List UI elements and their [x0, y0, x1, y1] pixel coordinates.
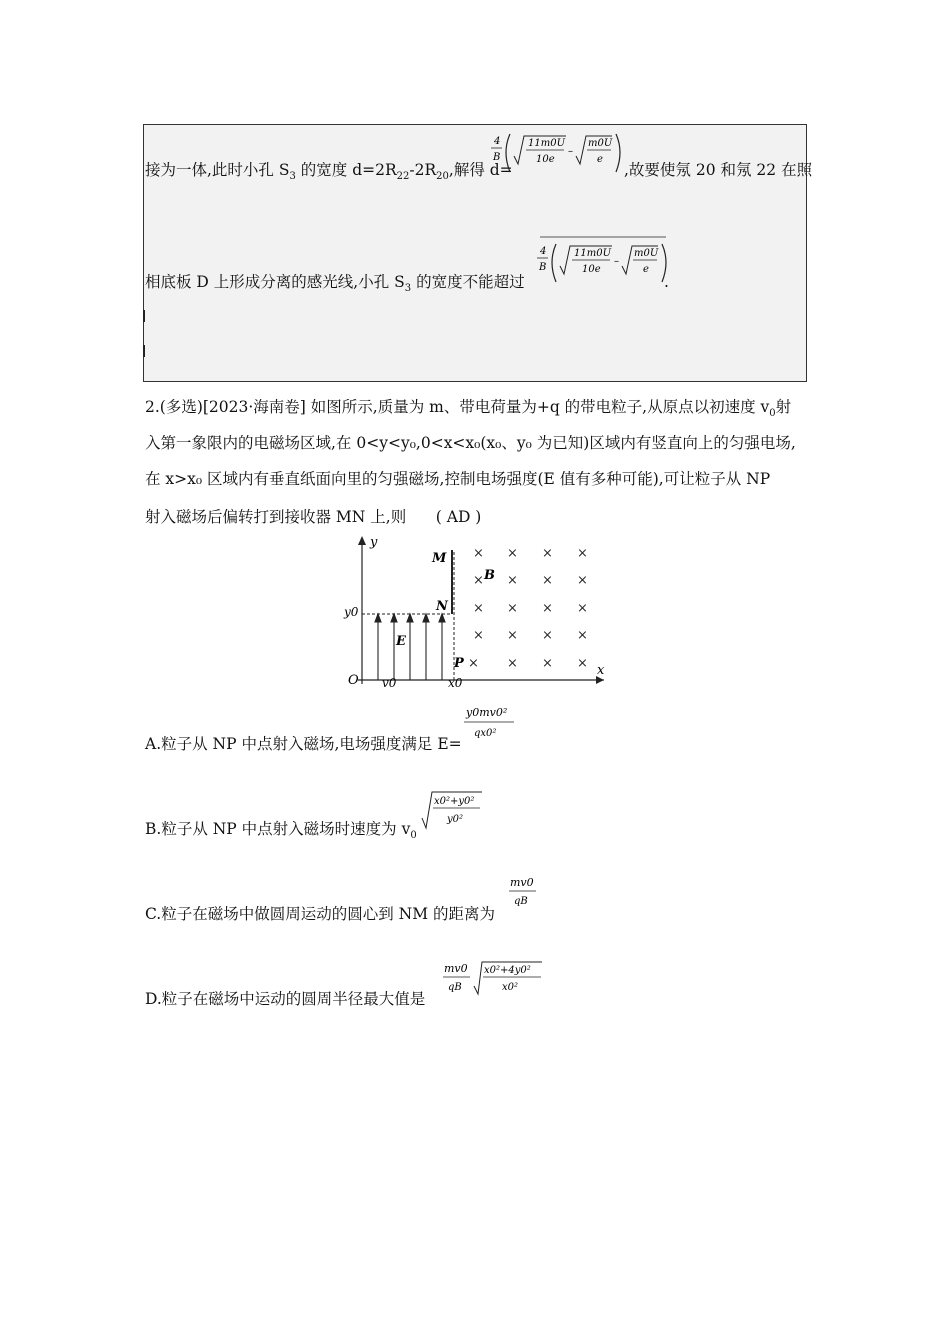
v0-label: v0: [382, 676, 397, 690]
box-edge-mark: [143, 345, 145, 357]
B-label: B: [484, 568, 495, 583]
option-b-num: x0²+y0²: [434, 796, 475, 807]
field-cross: ×: [473, 573, 484, 588]
answer: ( AD ): [435, 508, 482, 526]
option-d-formula: [442, 958, 552, 1002]
formula2-root2-num: m0U: [634, 248, 659, 259]
field-cross: ×: [542, 628, 553, 643]
option-d-den1: qB: [448, 982, 462, 993]
option-d: D.粒子在磁场中运动的圆周半径最大值是: [145, 990, 426, 1008]
formula-fraction-den: B: [493, 152, 501, 163]
question-line-3: 在 x>x₀ 区域内有垂直纸面向里的匀强磁场,控制电场强度(E 值有多种可能),可让粒子从 NP: [145, 470, 771, 488]
field-cross: ×: [577, 546, 588, 561]
field-cross: ×: [473, 601, 484, 616]
field-cross: ×: [507, 601, 518, 616]
field-cross: ×: [577, 601, 588, 616]
field-diagram: [340, 532, 612, 690]
field-cross: ×: [468, 656, 479, 671]
x0-label: x0: [448, 676, 463, 690]
field-cross: ×: [507, 546, 518, 561]
field-cross: ×: [473, 628, 484, 643]
field-cross: ×: [542, 656, 553, 671]
magnetic-field-crosses: [468, 546, 588, 671]
question-line-2: 入第一象限内的电磁场区域,在 0<y<y₀,0<x<x₀(x₀、y₀ 为已知)区域内有竖直向上的匀强电场,: [145, 434, 796, 452]
option-c-num: mv0: [510, 876, 534, 889]
option-c: C.粒子在磁场中做圆周运动的圆心到 NM 的距离为: [145, 905, 496, 923]
formula-fraction-num: 4: [494, 136, 501, 147]
field-cross: ×: [473, 546, 484, 561]
formula-root1-num: 11m0U: [528, 138, 565, 149]
field-cross: ×: [577, 628, 588, 643]
question-line-4: 射入磁场后偏转打到接收器 MN 上,则 ( AD ): [145, 508, 482, 526]
formula2-root2-den: e: [643, 264, 649, 275]
option-b: B.粒子从 NP 中点射入磁场时速度为 $v_0$: [145, 820, 417, 842]
formula-width-2: [534, 234, 674, 290]
option-a: A.粒子从 NP 中点射入磁场,电场强度满足 E=: [145, 735, 462, 753]
option-c-formula: [508, 872, 540, 912]
field-cross: ×: [507, 628, 518, 643]
formula-root2-num: m0U: [588, 138, 613, 149]
option-b-formula: [420, 788, 486, 834]
field-cross: ×: [577, 573, 588, 588]
field-cross: ×: [542, 546, 553, 561]
formula-root1-den: 10e: [536, 154, 555, 165]
box-edge-mark: [143, 310, 145, 322]
y0-label: y0: [344, 605, 359, 619]
option-a-num: y0mv0²: [466, 706, 508, 719]
y-axis-label: y: [370, 535, 378, 550]
option-d-num1: mv0: [444, 962, 468, 975]
option-a-formula: [462, 702, 518, 746]
box-line-2-end: .: [664, 273, 669, 291]
box-line-1-end: ,故要使氖 20 和氖 22 在照: [624, 161, 813, 179]
formula2-root1-den: 10e: [582, 264, 601, 275]
formula2-root1-num: 11m0U: [574, 248, 611, 259]
option-b-den: y0²: [447, 814, 464, 825]
field-cross: ×: [507, 573, 518, 588]
x-axis-label: x: [597, 663, 605, 678]
formula2-fraction-den: B: [539, 262, 547, 273]
field-cross: ×: [577, 656, 588, 671]
option-d-den2: x0²: [502, 982, 519, 993]
M-label: M: [432, 551, 447, 566]
question-line-1: 2.(多选)[2023·海南卷] 如图所示,质量为 m、带电荷量为+q 的带电粒子,从原点以初速度 $v_0$射: [145, 398, 792, 420]
N-label: N: [436, 599, 448, 614]
formula-width-1: [488, 128, 628, 180]
svg-text:–: –: [614, 256, 619, 267]
box-line-1: 接为一体,此时小孔 $S_3$ 的宽度 $d=2R_{22}-2R_{20}$,解得 d=: [145, 161, 513, 183]
P-label: P: [454, 656, 464, 671]
field-cross: ×: [542, 573, 553, 588]
formula2-fraction-num: 4: [540, 246, 547, 257]
box-line-2: 相底板 D 上形成分离的感光线,小孔 $S_3$ 的宽度不能超过: [145, 273, 525, 295]
field-cross: ×: [542, 601, 553, 616]
option-d-num2: x0²+4y0²: [484, 965, 531, 976]
svg-text:–: –: [568, 146, 573, 157]
E-label: E: [396, 634, 406, 649]
origin-label: O: [348, 673, 359, 688]
option-a-den: qx0²: [474, 728, 497, 739]
formula-root2-den: e: [597, 154, 603, 165]
option-c-den: qB: [514, 896, 528, 907]
field-cross: ×: [507, 656, 518, 671]
